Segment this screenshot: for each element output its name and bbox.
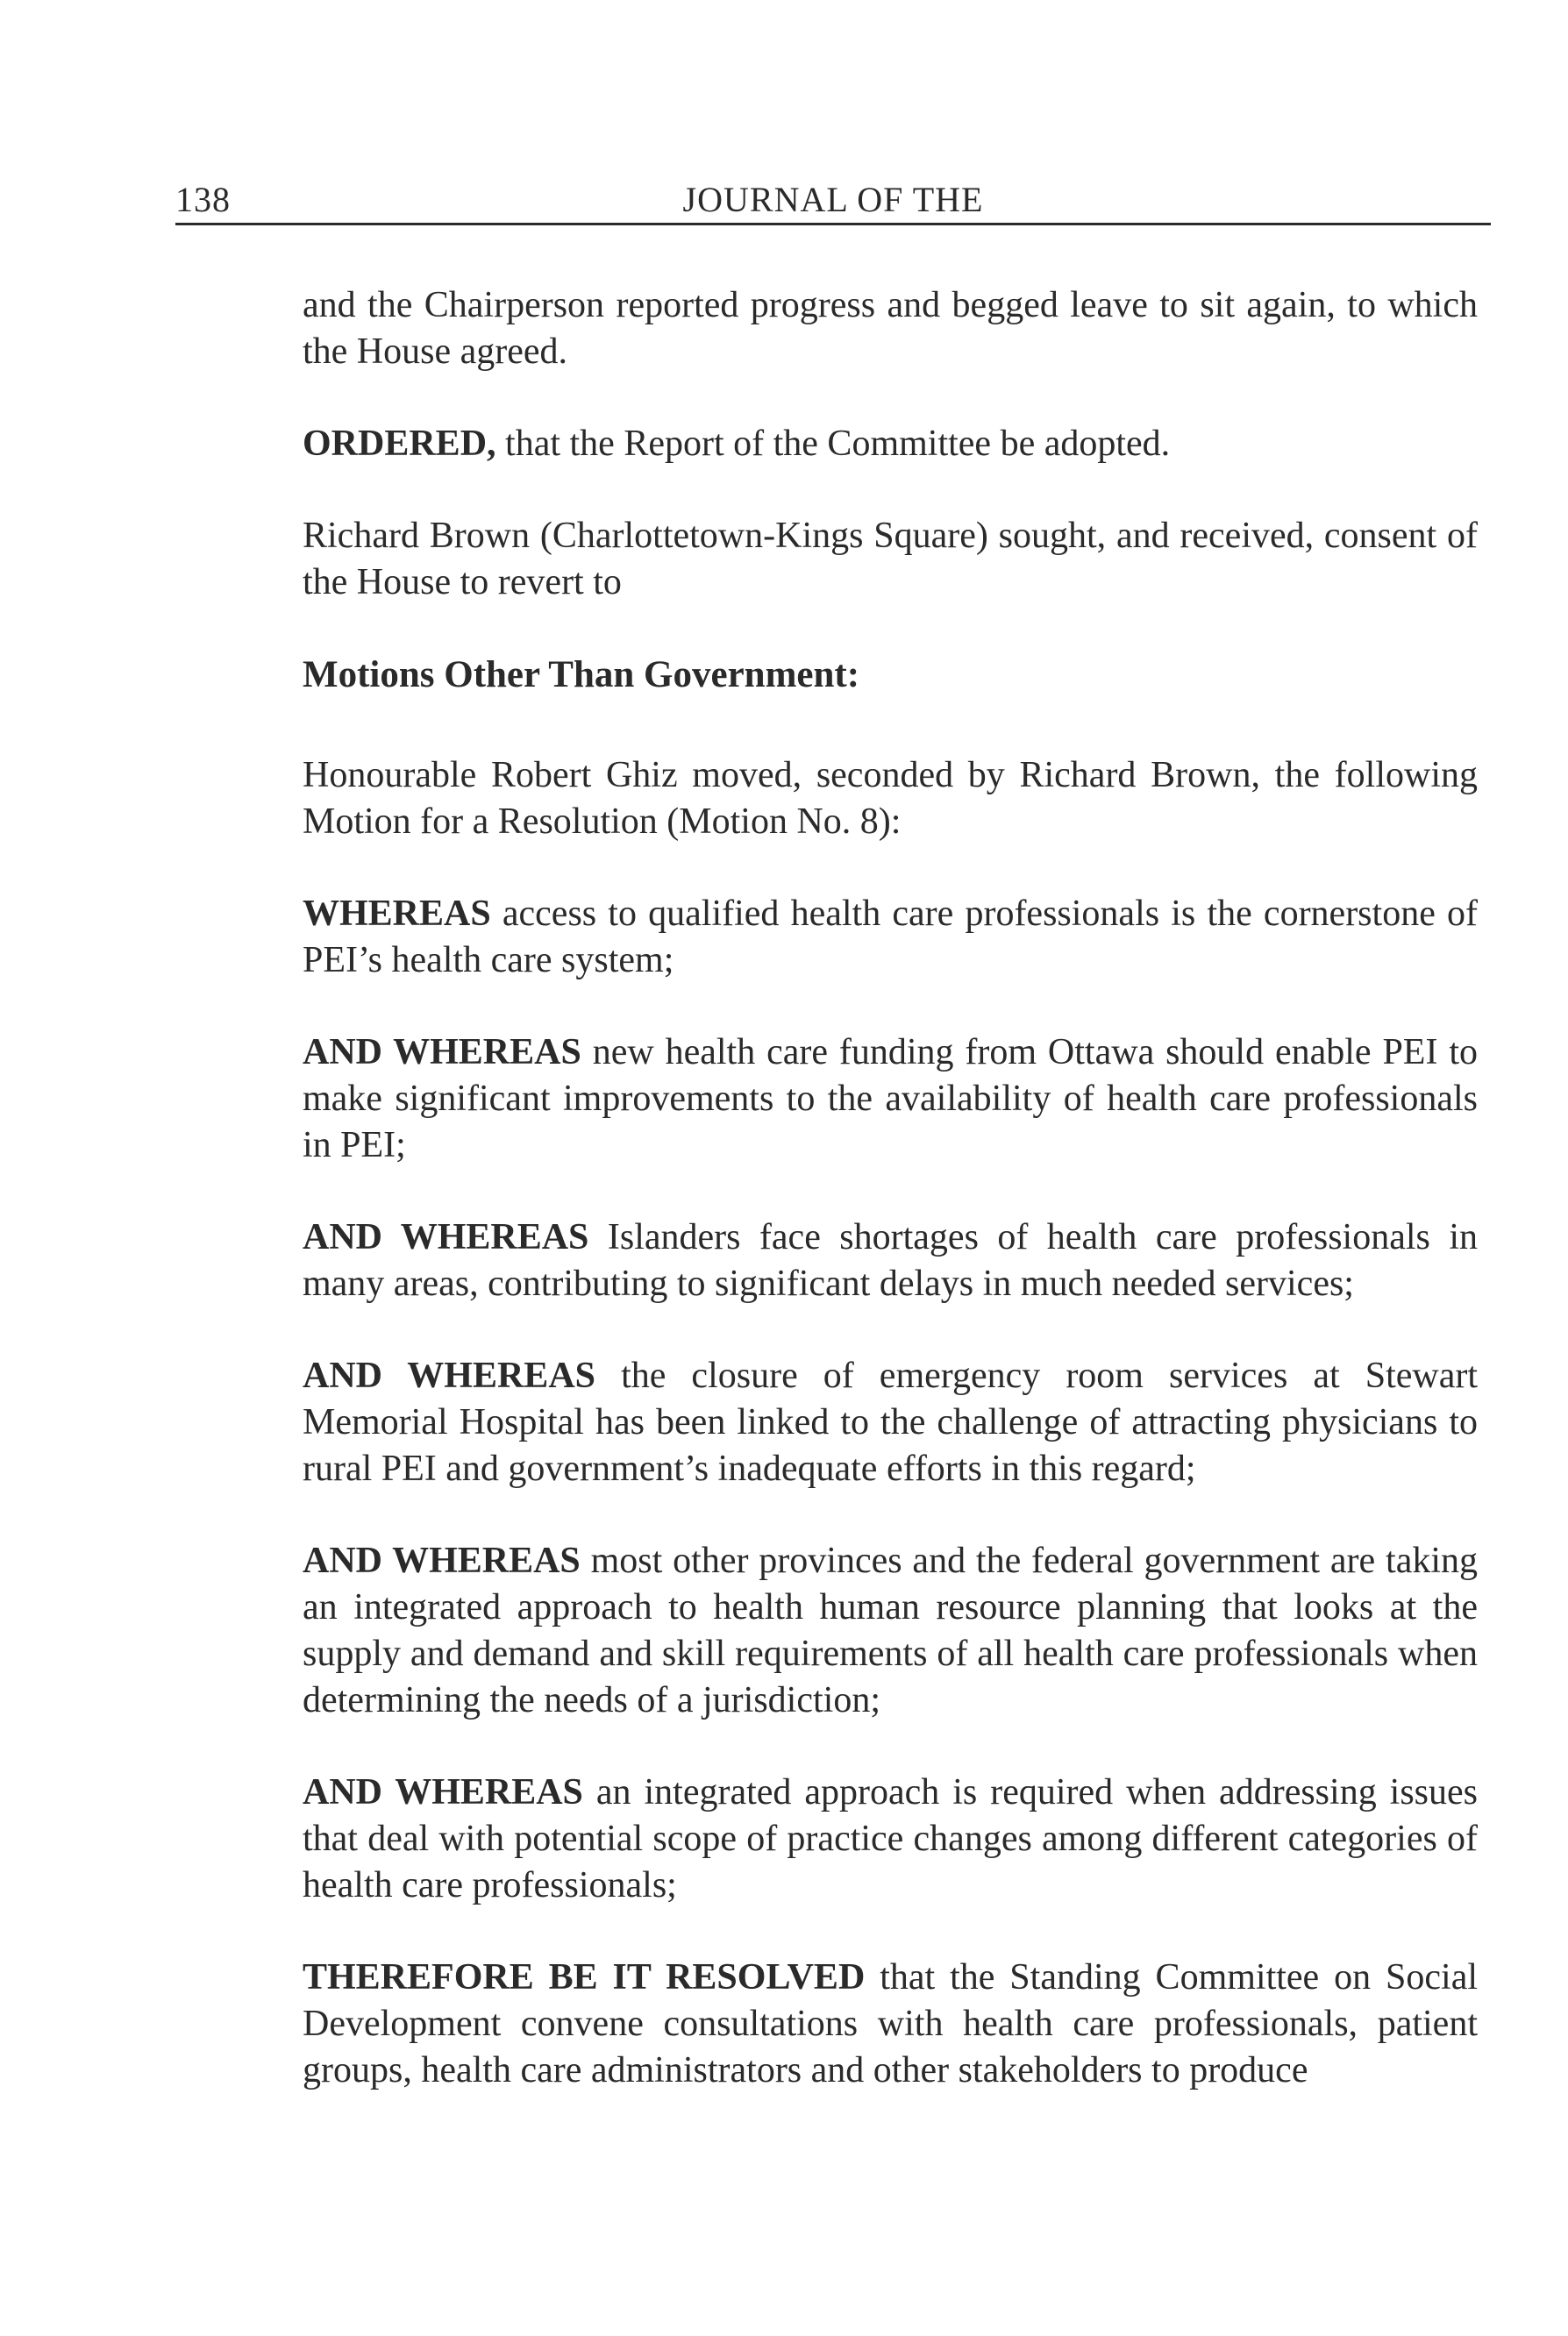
page-header — [175, 172, 1491, 225]
page-number: 138 — [175, 180, 231, 219]
paragraph-lead: AND WHEREAS — [303, 1541, 581, 1581]
paragraph-resolved — [303, 1955, 1478, 2094]
paragraph-text: that the Standing Committee on Social Development convene consultations with health care professionals, patient groups, health care administrators and other stakeholders to produce — [303, 1957, 1478, 2090]
journal-body — [303, 282, 1478, 2140]
paragraph-whereas-3 — [303, 1214, 1478, 1307]
paragraph-whereas-2 — [303, 1029, 1478, 1169]
paragraph-lead: ORDERED, — [303, 424, 496, 464]
paragraph-lead: AND WHEREAS — [303, 1772, 583, 1813]
paragraph-lead: WHEREAS — [303, 894, 491, 934]
running-head: JOURNAL OF THE — [682, 180, 984, 219]
paragraph-text: the closure of emergency room services at Stewart Memorial Hospital has been linked to the challenge of attracting physicians to rural PEI and government’s inadequate efforts in this regard; — [303, 1356, 1479, 1489]
paragraph-text: and the Chairperson reported progress and begged leave to sit again, to which the House agreed. — [303, 285, 1478, 372]
paragraph-whereas-1 — [303, 891, 1478, 984]
paragraph-lead: AND WHEREAS — [303, 1217, 589, 1257]
paragraph-text: that the Report of the Committee be adopted. — [495, 424, 1171, 464]
paragraph-whereas-5 — [303, 1538, 1478, 1724]
paragraph-text: an integrated approach is required when addressing issues that deal with potential scope of practice changes among different categories of health care professionals; — [303, 1772, 1478, 1905]
paragraph-whereas-4 — [303, 1353, 1478, 1492]
paragraph-lead: THEREFORE BE IT RESOLVED — [303, 1957, 866, 1998]
paragraph-ordered — [303, 421, 1478, 467]
paragraph-revert — [303, 513, 1478, 606]
paragraph-chairperson-report — [303, 282, 1478, 375]
paragraph-text: access to qualified health care professionals is the cornerstone of PEI’s health care system; — [303, 894, 1478, 980]
paragraph-lead: AND WHEREAS — [303, 1356, 596, 1396]
paragraph-text: new health care funding from Ottawa should enable PEI to make significant improvements to the availability of health care professionals in PEI; — [303, 1032, 1478, 1165]
paragraph-text: Islanders face shortages of health care professionals in many areas, contributing to significant delays in much needed services; — [303, 1217, 1478, 1304]
paragraph-whereas-6 — [303, 1770, 1478, 1909]
paragraph-motion-intro — [303, 752, 1478, 845]
paragraph-text: Honourable Robert Ghiz moved, seconded by Richard Brown, the following Motion for a Resolution (Motion No. 8): — [303, 755, 1478, 842]
paragraph-text: Richard Brown (Charlottetown-Kings Square) sought, and received, consent of the House to revert to — [303, 516, 1478, 602]
paragraph-lead: AND WHEREAS — [303, 1032, 581, 1072]
section-heading: Motions Other Than Government: — [303, 654, 860, 695]
paragraph-text: most other provinces and the federal government are taking an integrated approach to health human resource planning that looks at the supply and demand and skill requirements of all health care professionals when determining the needs of a jurisdiction; — [303, 1541, 1479, 1720]
